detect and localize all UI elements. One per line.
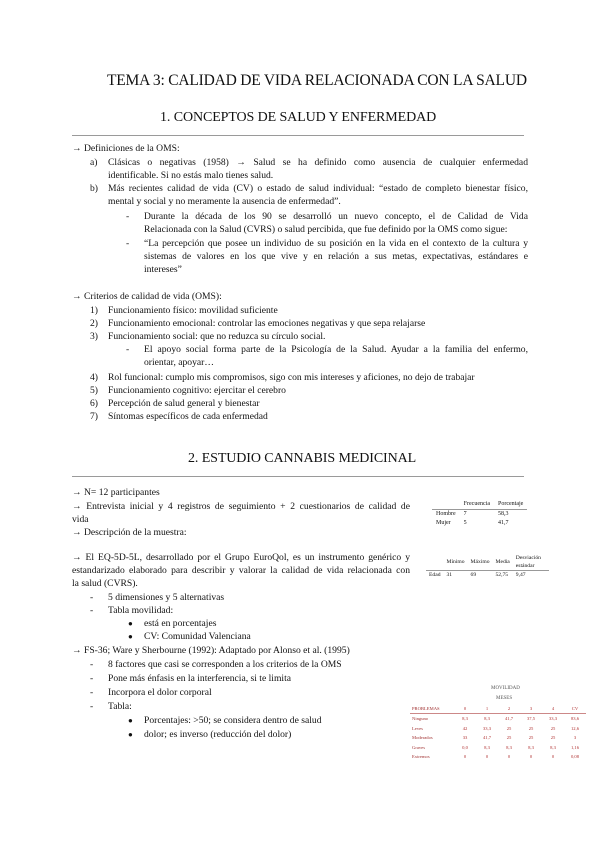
criteria-number: 4) [90, 372, 98, 383]
table-header-cell [426, 554, 444, 571]
document-title: TEMA 3: CALIDAD DE VIDA RELACIONADA CON LA SALUD [107, 72, 527, 89]
dash-bullet: - [90, 659, 94, 670]
table-header-row [410, 704, 586, 714]
fs36-item: Pone más énfasis en la interferencia, si te limita [108, 673, 292, 684]
table-cell: Hombre [436, 511, 456, 517]
table-cell: Ninguno [412, 716, 429, 722]
interview-line1: → Entrevista inicial y 4 registros de seguimiento + 2 cuestionarios de calidad de [72, 501, 410, 512]
sample-description-label: → Descripción de la muestra: [72, 527, 187, 538]
criteria-item: Funcionamiento emocional: controlar las emociones negativas y que sepa relajarse [108, 318, 426, 329]
table-cell: 0 [485, 754, 489, 760]
fs36-table-item: Porcentajes: >50; se considera dentro de salud [144, 715, 322, 726]
table-cell: 41,7 [498, 520, 509, 526]
oms-definitions-label: → Definiciones de la OMS: [72, 143, 180, 154]
def-b-line2: mental y social y no meramente la ausencia de enfermedad”. [108, 196, 341, 207]
table-cell: 3 [573, 735, 577, 741]
table-cell: Mujer [436, 520, 451, 526]
def-b-sub2-line1: “La percepción que posee un individuo de su posición en la vida en el contexto de la cultura y [144, 238, 528, 249]
n-participants: → N= 12 participantes [72, 487, 160, 498]
table-cell: 0,08 [570, 754, 580, 760]
table-cell: Graves [412, 744, 426, 750]
table-row [410, 724, 586, 733]
eq5d-line3: la salud (CVRS). [72, 578, 138, 589]
dash-bullet: - [126, 211, 130, 222]
criteria-number: 2) [90, 318, 98, 329]
dot-bullet: ● [128, 730, 133, 739]
dash-bullet: - [90, 687, 94, 698]
eq5d-item: 5 dimensiones y 5 alternativas [108, 592, 225, 603]
section2-rule [72, 476, 524, 477]
table-cell: Moderados [412, 735, 433, 741]
table-cell: 0 [551, 754, 555, 760]
section1-rule [72, 135, 524, 136]
dash-bullet: - [90, 592, 94, 603]
interview-line2: vida [72, 514, 89, 525]
table-cell: 8,3 [506, 744, 512, 750]
table-cell: 83,6 [570, 716, 580, 722]
table-cell: 25 [528, 735, 534, 741]
table-header-cell: Desviación estándar [515, 555, 541, 569]
table-header-cell: Mínimo [446, 559, 465, 565]
table-row [432, 510, 527, 520]
eq5d-table-item: está en porcentajes [144, 618, 217, 629]
table-row [426, 571, 549, 580]
table-header-cell [432, 500, 460, 510]
table-header-cell: Frecuencia [463, 501, 490, 507]
table-cell: 41,7 [482, 735, 492, 741]
table-header-row [432, 500, 527, 510]
table-cell: 25 [506, 725, 512, 731]
criteria-number: 3) [90, 331, 98, 342]
criteria-item: Funcionamiento social: que no reduzca su círculo social. [108, 331, 326, 342]
criteria-item: Funcionamiento cognitivo: ejercitar el cerebro [108, 385, 286, 396]
table-header-cell: 3 [529, 706, 533, 711]
table-header-cell: Máximo [470, 559, 490, 565]
eq5d-item: Tabla movilidad: [108, 605, 174, 616]
table-header-cell: Media [495, 559, 510, 565]
mobility-table [410, 704, 586, 761]
fs36-line: → FS-36; Ware y Sherbourne (1992): Adaptado por Alonso et al. (1995) [72, 645, 350, 656]
eq5d-line2: estandarizado elaborado para describir y valorar la calidad de vida relacionada con [72, 565, 410, 576]
table-cell: 5 [463, 520, 467, 526]
criteria-item: Síntomas específicos de cada enfermedad [108, 411, 268, 422]
table-cell: 8,3 [462, 716, 468, 722]
table-row [410, 733, 586, 742]
table-row [432, 519, 527, 528]
criteria-label: → Criterios de calidad de vida (OMS): [72, 291, 222, 302]
def-b-line1: Más recientes calidad de vida (CV) o estado de salud individual: “estado de completo bienestar físico, [108, 183, 528, 194]
dash-bullet: - [90, 673, 94, 684]
table-cell: 12,6 [570, 725, 580, 731]
table-cell: 0,0 [462, 744, 468, 750]
eq5d-line1: → El EQ-5D-5L, desarrollado por el Grupo EuroQol, es un instrumento genérico y [72, 552, 410, 563]
def-b-sub1-line1: Durante la década de los 90 se desarrolló un nuevo concepto, el de Calidad de Vida [144, 211, 528, 222]
table-header-cell: CV [571, 706, 579, 711]
dot-bullet: ● [128, 619, 133, 628]
dot-bullet: ● [128, 716, 133, 725]
criteria3-sub-line1: El apoyo social forma parte de la Psicología de la Salud. Ayudar a la familia del enfermo, [144, 344, 528, 355]
table-header-cell: 4 [551, 706, 555, 711]
table-cell: 8,3 [484, 744, 490, 750]
table-header-cell: 0 [463, 706, 467, 711]
criteria-item: Percepción de salud general y bienestar [108, 398, 260, 409]
def-a-line1: Clásicas o negativas (1958) → Salud se ha definido como ausencia de cualquier enfermedad [108, 157, 528, 168]
table-header-cell: 2 [507, 706, 511, 711]
def-a-marker: a) [90, 157, 98, 168]
table-cell: 52,75 [495, 572, 509, 578]
dash-bullet: - [90, 701, 94, 712]
table-cell: 8,3 [528, 744, 534, 750]
dash-bullet: - [90, 605, 94, 616]
table-header-cell: 1 [485, 706, 489, 711]
table-cell: 1,16 [570, 744, 580, 750]
table-cell: 31 [446, 572, 453, 578]
table-cell: 0 [529, 754, 533, 760]
dot-bullet: ● [128, 632, 133, 641]
fs36-table-item: dolor; es inverso (reducción del dolor) [144, 729, 292, 740]
fs36-item: Incorpora el dolor corporal [108, 687, 212, 698]
table-cell: 58,3 [498, 511, 509, 517]
criteria3-sub-line2: orientar, apoyar… [144, 357, 214, 368]
table-cell: Leves [412, 725, 423, 731]
table-cell: 25 [528, 725, 534, 731]
table-cell: 0 [507, 754, 511, 760]
table-cell: Edad [429, 572, 441, 578]
dash-bullet: - [126, 344, 130, 355]
table-cell: Extremos [412, 754, 430, 760]
def-b-sub2-line3: intereses” [144, 264, 182, 275]
table-cell: 7 [463, 511, 467, 517]
criteria-number: 6) [90, 398, 98, 409]
section1-heading: 1. CONCEPTOS DE SALUD Y ENFERMEDAD [160, 110, 437, 125]
table-cell: 0 [463, 754, 467, 760]
table-row [410, 743, 586, 752]
table-cell: 9,47 [515, 572, 526, 578]
table-cell: 8,3 [484, 716, 490, 722]
table-header-cell: Porcentaje [498, 501, 524, 507]
section2-heading: 2. ESTUDIO CANNABIS MEDICINAL [188, 451, 417, 466]
table-cell: 25 [550, 735, 556, 741]
table-row [410, 752, 586, 761]
criteria-number: 5) [90, 385, 98, 396]
age-descriptives-table [426, 554, 549, 579]
table-cell: 33 [462, 735, 468, 741]
table-cell: 25 [550, 725, 556, 731]
table-cell: 8,3 [550, 744, 556, 750]
dash-bullet: - [126, 238, 130, 249]
mobility-table-title: MOVILIDAD [491, 686, 520, 691]
def-b-marker: b) [90, 183, 98, 194]
criteria-number: 1) [90, 305, 98, 316]
def-a-line2: identificable. Si no estás malo tienes salud. [108, 170, 274, 181]
table-cell: 33,3 [482, 725, 492, 731]
table-cell: 33,3 [548, 716, 558, 722]
table-cell: 42 [462, 725, 468, 731]
def-b-sub1-line2: Relacionada con la Salud (CVRS) o salud percibida, que fue definido por la OMS como sigue: [144, 224, 508, 235]
table-row [410, 714, 586, 724]
table-header-row [426, 554, 549, 571]
mobility-table-subtitle: MESES [496, 696, 513, 701]
table-cell: 41,7 [504, 716, 514, 722]
eq5d-table-item: CV: Comunidad Valenciana [144, 631, 251, 642]
fs36-item: Tabla: [108, 701, 132, 712]
criteria-item: Rol funcional: cumplo mis compromisos, sigo con mis intereses y aficiones, no dejo de trabajar [108, 372, 475, 383]
criteria-number: 7) [90, 411, 98, 422]
table-cell: 25 [506, 735, 512, 741]
table-cell: 37,5 [526, 716, 536, 722]
sex-frequency-table [432, 500, 527, 528]
criteria-item: Funcionamiento físico: movilidad suficiente [108, 305, 278, 316]
fs36-item: 8 factores que casi se corresponden a los criterios de la OMS [108, 659, 342, 670]
def-b-sub2-line2: sistemas de valores en los que vive y en relación a sus metas, expectativas, estándares e [144, 251, 528, 262]
table-header-cell: PROBLEMAS [412, 706, 440, 711]
table-cell: 69 [470, 572, 477, 578]
